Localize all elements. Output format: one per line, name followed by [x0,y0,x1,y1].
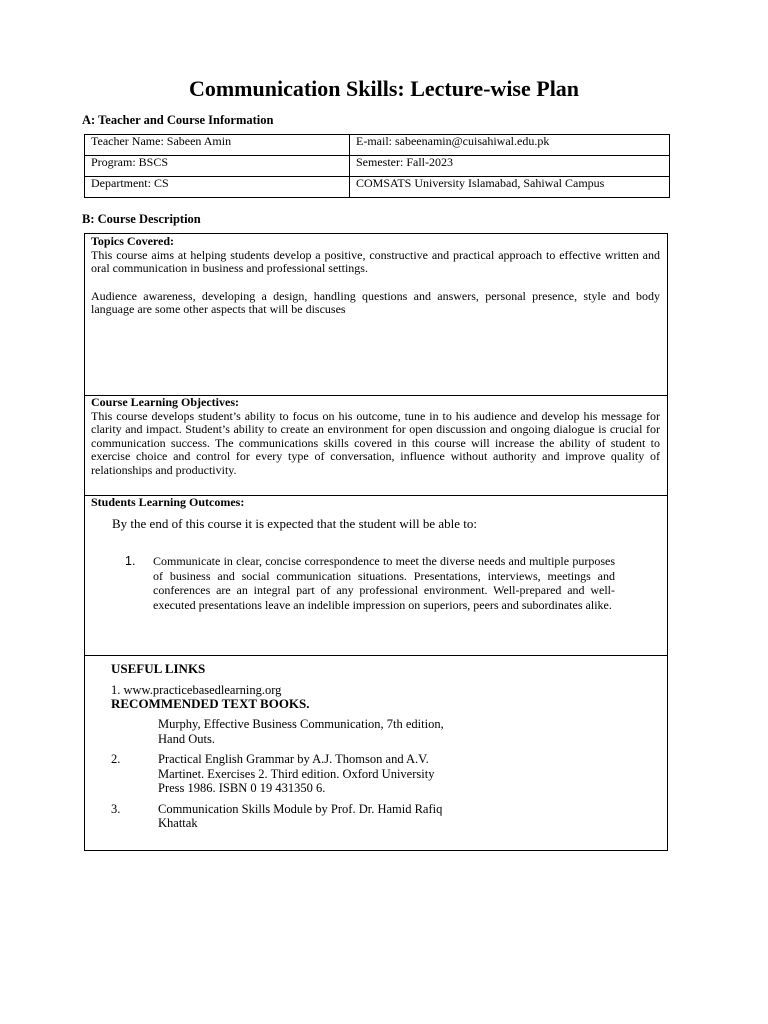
book-text: Practical English Grammar by A.J. Thomson and A.V. Martinet. Exercises 2. Third edition. Oxford University Press 1986. ISBN 0 19 431350 6. [158,752,435,795]
topics-label: Topics Covered: [91,234,175,248]
book-number: 3. [111,801,121,816]
table-row [85,156,670,177]
book-text: Murphy, Effective Business Communication, 7th edition, Hand Outs. [158,717,444,746]
objectives-label: Course Learning Objectives: [91,395,239,409]
section-a-heading: A: Teacher and Course Information [82,113,274,127]
department-cell: Department: CS [85,177,350,198]
links-and-books-box [84,655,668,851]
book-text: Communication Skills Module by Prof. Dr. Hamid Rafiq Khattak [158,801,443,830]
list-item [111,802,458,831]
teacher-name-cell: Teacher Name: Sabeen Amin [85,135,350,156]
useful-links-heading: USEFUL LINKS [111,661,206,676]
email-cell: E-mail: sabeenamin@cuisahiwal.edu.pk [350,135,670,156]
outcomes-label: Students Learning Outcomes: [91,495,245,509]
learning-objectives-box [84,395,668,496]
recommended-books-heading: RECOMMENDED TEXT BOOKS. [111,696,310,711]
learning-outcomes-box [84,495,668,656]
objectives-text: This course develops student’s ability to focus on his outcome, tune in to his audience and develop his message for clarity and impact. Student’s ability to create an environment for open discussion and ongoing dialogue is crucial for communication success. The communications skills covered in this course will increase the ability of student to exercise choice and control for every type of conversation, influence without authority and improve quality of relationships and productivity. [91,408,660,477]
table-row [85,177,670,198]
useful-link-1: 1. www.practicebasedlearning.org [111,683,282,697]
program-cell: Program: BSCS [85,156,350,177]
list-item [91,554,615,612]
list-item [111,752,458,796]
semester-cell: Semester: Fall-2023 [350,156,670,177]
outcome-text: Communicate in clear, concise correspondence to meet the diverse needs and multiple purposes of business and social communication situations. Presentations, interviews, meetings and conferences are an integral part of any professional environment. Well-prepared and well-executed presentations leave an indelible impression on superiors, peers and subordinates alike. [153,554,615,612]
topics-paragraph-2: Audience awareness, developing a design, handling questions and answers, personal presence, style and body language are some other aspects that will be discuses [91,288,660,316]
book-number: 2. [111,752,121,766]
campus-cell: COMSATS University Islamabad, Sahiwal Campus [350,177,670,198]
outcomes-intro: By the end of this course it is expected that the student will be able to: [112,515,477,531]
topics-covered-box [84,233,668,396]
section-b-heading: B: Course Description [82,212,201,226]
list-item [111,717,458,746]
teacher-info-table [84,134,670,198]
outcome-number: 1. [125,554,136,568]
table-row [85,135,670,156]
page-title: Communication Skills: Lecture-wise Plan [188,76,580,101]
topics-paragraph-1: This course aims at helping students develop a positive, constructive and practical approach to effective written and oral communication in business and professional settings. [91,247,660,275]
